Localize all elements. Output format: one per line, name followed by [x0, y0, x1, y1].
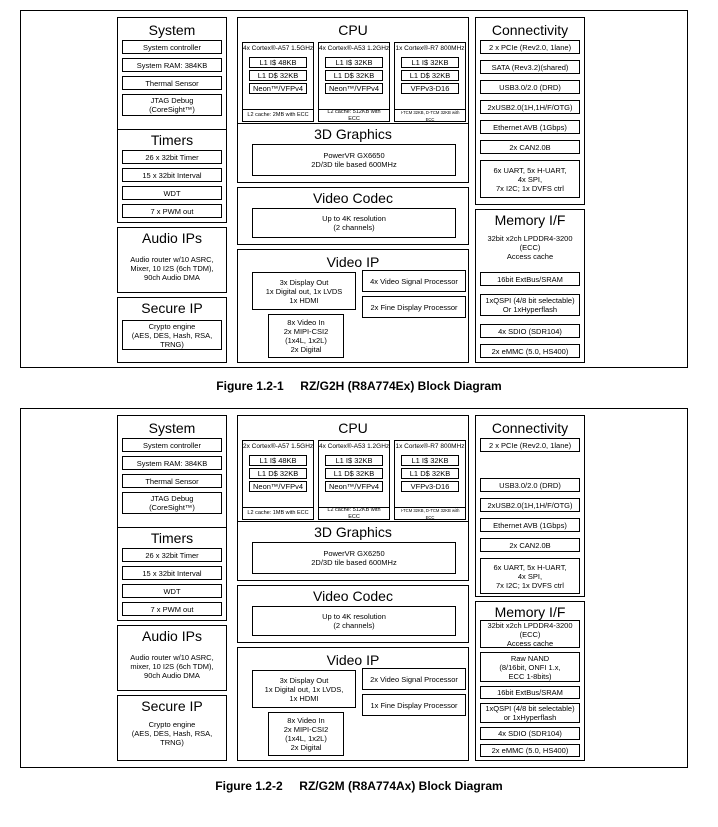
system-ram: System RAM: 384KB — [122, 456, 222, 470]
can: 2x CAN2.0B — [480, 140, 580, 154]
can: 2x CAN2.0B — [480, 538, 580, 552]
neon-vfp: Neon™/VFPv4 — [249, 83, 307, 94]
timer-26x32: 26 x 32bit Timer — [122, 150, 222, 164]
uart-spi-i2c: 6x UART, 5x H-UART, 4x SPI, 7x I2C; 1x DVFS ctrl — [480, 558, 580, 594]
neon-vfp: Neon™/VFPv4 — [325, 83, 383, 94]
figure-caption: Figure 1.2-2 RZ/G2M (R8A774Ax) Block Diagram — [215, 779, 503, 793]
secure-block — [117, 695, 227, 761]
video-ip-block — [237, 249, 469, 363]
video-in: 8x Video In 2x MIPI-CSI2 (1x4L, 1x2L) 2x Digital — [268, 712, 344, 756]
audio-title: Audio IPs — [142, 628, 202, 644]
system-ram: System RAM: 384KB — [122, 58, 222, 72]
cpu-cluster-a57 — [242, 440, 314, 520]
usb3: USB3.0/2.0 (DRD) — [480, 478, 580, 492]
fine-display-processor: 2x Fine Display Processor — [362, 296, 466, 318]
system-block — [117, 415, 227, 529]
cpu-title: CPU — [338, 22, 368, 38]
empty-slot — [480, 458, 580, 472]
memory-block — [475, 209, 585, 363]
cpu-cluster-a57 — [242, 42, 314, 122]
pwm-out: 7 x PWM out — [122, 204, 222, 218]
timers-block — [117, 129, 227, 223]
display-out: 3x Display Out 1x Digital out, 1x LVDS 1x HDMI — [252, 272, 356, 310]
l1-icache: L1 I$ 48KB — [249, 455, 307, 466]
emmc: 2x eMMC (5.0, HS400) — [480, 344, 580, 358]
graphics-title: 3D Graphics — [314, 524, 392, 540]
timer-interval: 15 x 32bit Interval — [122, 566, 222, 580]
connectivity-title: Connectivity — [491, 22, 569, 38]
tcm: I-TCM 32KB, D-TCM 32KB with ECC — [394, 109, 466, 122]
connectivity-block — [475, 17, 585, 205]
cluster-header: 4x Cortex®-A53 1.2GHz — [319, 45, 390, 52]
l2-cache: L2 cache: 1MB with ECC — [242, 507, 314, 520]
system-title: System — [148, 22, 196, 38]
neon-vfp: Neon™/VFPv4 — [249, 481, 307, 492]
cpu-block — [237, 17, 469, 125]
ethernet-avb: Ethernet AVB (1Gbps) — [480, 120, 580, 134]
usb2: 2xUSB2.0(1H,1H/F/OTG) — [480, 498, 580, 512]
l1-dcache: L1 D$ 32KB — [325, 70, 383, 81]
usb3: USB3.0/2.0 (DRD) — [480, 80, 580, 94]
l1-icache: L1 I$ 32KB — [401, 57, 459, 68]
qspi: 1xQSPI (4/8 bit selectable) Or 1xHyperflash — [480, 294, 580, 316]
system-block — [117, 17, 227, 131]
cpu-block — [237, 415, 469, 523]
system-title: System — [148, 420, 196, 436]
sdio: 4x SDIO (SDR104) — [480, 324, 580, 338]
l2-cache: L2 cache: 512KB with ECC — [318, 109, 390, 122]
emmc: 2x eMMC (5.0, HS400) — [480, 744, 580, 757]
system-controller: System controller — [122, 40, 222, 54]
thermal-sensor: Thermal Sensor — [122, 76, 222, 90]
timers-title: Timers — [150, 132, 194, 148]
memory-block — [475, 601, 585, 761]
block-diagram-rz-g2m — [20, 408, 688, 768]
cpu-cluster-a53 — [318, 440, 390, 520]
graphics-title: 3D Graphics — [314, 126, 392, 142]
timers-block — [117, 527, 227, 621]
cluster-header: 2x Cortex®-A57 1.5GHz — [243, 443, 314, 450]
l1-icache: L1 I$ 32KB — [401, 455, 459, 466]
pcie: 2 x PCIe (Rev2.0, 1lane) — [480, 40, 580, 54]
extbus-sram: 16bit ExtBus/SRAM — [480, 272, 580, 286]
block-diagram-rz-g2h — [20, 10, 688, 368]
thermal-sensor: Thermal Sensor — [122, 474, 222, 488]
l2-cache: L2 cache: 512KB with ECC — [318, 507, 390, 520]
cluster-header: 4x Cortex®-A57 1.5GHz — [243, 45, 314, 52]
timer-26x32: 26 x 32bit Timer — [122, 548, 222, 562]
video-codec-block — [237, 187, 469, 245]
tcm: I-TCM 32KB, D-TCM 32KB with ECC — [394, 507, 466, 520]
secure-title: Secure IP — [141, 698, 203, 714]
cpu-cluster-r7 — [394, 440, 466, 520]
l1-icache: L1 I$ 32KB — [325, 57, 383, 68]
l2-cache: L2 cache: 2MB with ECC — [242, 109, 314, 122]
extbus-sram: 16bit ExtBus/SRAM — [480, 686, 580, 699]
pwm-out: 7 x PWM out — [122, 602, 222, 616]
vfp: VFPv3-D16 — [401, 83, 459, 94]
timer-interval: 15 x 32bit Interval — [122, 168, 222, 182]
display-out: 3x Display Out 1x Digital out, 1x LVDS, 1x HDMI — [252, 670, 356, 708]
cpu-cluster-r7 — [394, 42, 466, 122]
timers-title: Timers — [150, 530, 194, 546]
codec-resolution: Up to 4K resolution (2 channels) — [252, 208, 456, 238]
jtag-debug: JTAG Debug (CoreSight™) — [122, 492, 222, 514]
crypto-engine: Crypto engine (AES, DES, Hash, RSA, TRNG) — [122, 320, 222, 350]
l1-icache: L1 I$ 48KB — [249, 57, 307, 68]
usb2: 2xUSB2.0(1H,1H/F/OTG) — [480, 100, 580, 114]
sata: SATA (Rev3.2)(shared) — [480, 60, 580, 74]
audio-block — [117, 625, 227, 691]
secure-title: Secure IP — [141, 300, 203, 316]
audio-router: Audio router w/10 ASRC, mixer, 10 I2S (6ch TDM), 90ch Audio DMA — [120, 646, 224, 686]
video-signal-processor: 4x Video Signal Processor — [362, 270, 466, 292]
wdt: WDT — [122, 584, 222, 598]
audio-block — [117, 227, 227, 293]
audio-router: Audio router w/10 ASRC, Mixer, 10 I2S (6ch TDM), 90ch Audio DMA — [120, 248, 224, 288]
video-ip-title: Video IP — [326, 254, 380, 270]
memory-title: Memory I/F — [494, 212, 566, 228]
l1-dcache: L1 D$ 32KB — [249, 70, 307, 81]
lpddr4: 32bit x2ch LPDDR4-3200 (ECC) Access cache — [480, 620, 580, 648]
video-signal-processor: 2x Video Signal Processor — [362, 668, 466, 690]
l1-dcache: L1 D$ 32KB — [325, 468, 383, 479]
codec-resolution: Up to 4K resolution (2 channels) — [252, 606, 456, 636]
l1-dcache: L1 D$ 32KB — [401, 468, 459, 479]
audio-title: Audio IPs — [142, 230, 202, 246]
qspi: 1xQSPI (4/8 bit selectable) or 1xHyperflash — [480, 703, 580, 723]
sdio: 4x SDIO (SDR104) — [480, 727, 580, 740]
figure-caption: Figure 1.2-1 RZ/G2H (R8A774Ex) Block Diagram — [216, 379, 502, 393]
connectivity-block — [475, 415, 585, 597]
crypto-engine: Crypto engine (AES, DES, Hash, RSA, TRNG) — [122, 718, 222, 748]
fine-display-processor: 1x Fine Display Processor — [362, 694, 466, 716]
l1-dcache: L1 D$ 32KB — [249, 468, 307, 479]
vfp: VFPv3-D16 — [401, 481, 459, 492]
gpu: PowerVR GX6250 2D/3D tile based 600MHz — [252, 542, 456, 574]
ethernet-avb: Ethernet AVB (1Gbps) — [480, 518, 580, 532]
jtag-debug: JTAG Debug (CoreSight™) — [122, 94, 222, 116]
cluster-header: 4x Cortex®-A53 1.2GHz — [319, 443, 390, 450]
pcie: 2 x PCIe (Rev2.0, 1lane) — [480, 438, 580, 452]
memory-title: Memory I/F — [494, 604, 566, 620]
l1-icache: L1 I$ 32KB — [325, 455, 383, 466]
video-ip-block — [237, 647, 469, 761]
secure-block — [117, 297, 227, 363]
graphics-block — [237, 123, 469, 183]
video-codec-block — [237, 585, 469, 643]
lpddr4: 32bit x2ch LPDDR4-3200 (ECC) Access cache — [480, 230, 580, 264]
video-codec-title: Video Codec — [313, 190, 393, 206]
raw-nand: Raw NAND (8/16bit, ONFI 1.x, ECC 1-8bits) — [480, 652, 580, 682]
graphics-block — [237, 521, 469, 581]
cpu-title: CPU — [338, 420, 368, 436]
cpu-cluster-a53 — [318, 42, 390, 122]
neon-vfp: Neon™/VFPv4 — [325, 481, 383, 492]
connectivity-title: Connectivity — [491, 420, 569, 436]
wdt: WDT — [122, 186, 222, 200]
cluster-header: 1x Cortex®-R7 800MHz — [395, 443, 465, 450]
uart-spi-i2c: 6x UART, 5x H-UART, 4x SPI, 7x I2C; 1x DVFS ctrl — [480, 160, 580, 198]
cluster-header: 1x Cortex®-R7 800MHz — [395, 45, 465, 52]
gpu: PowerVR GX6650 2D/3D tile based 600MHz — [252, 144, 456, 176]
video-in: 8x Video In 2x MIPI-CSI2 (1x4L, 1x2L) 2x Digital — [268, 314, 344, 358]
video-ip-title: Video IP — [326, 652, 380, 668]
l1-dcache: L1 D$ 32KB — [401, 70, 459, 81]
video-codec-title: Video Codec — [313, 588, 393, 604]
system-controller: System controller — [122, 438, 222, 452]
